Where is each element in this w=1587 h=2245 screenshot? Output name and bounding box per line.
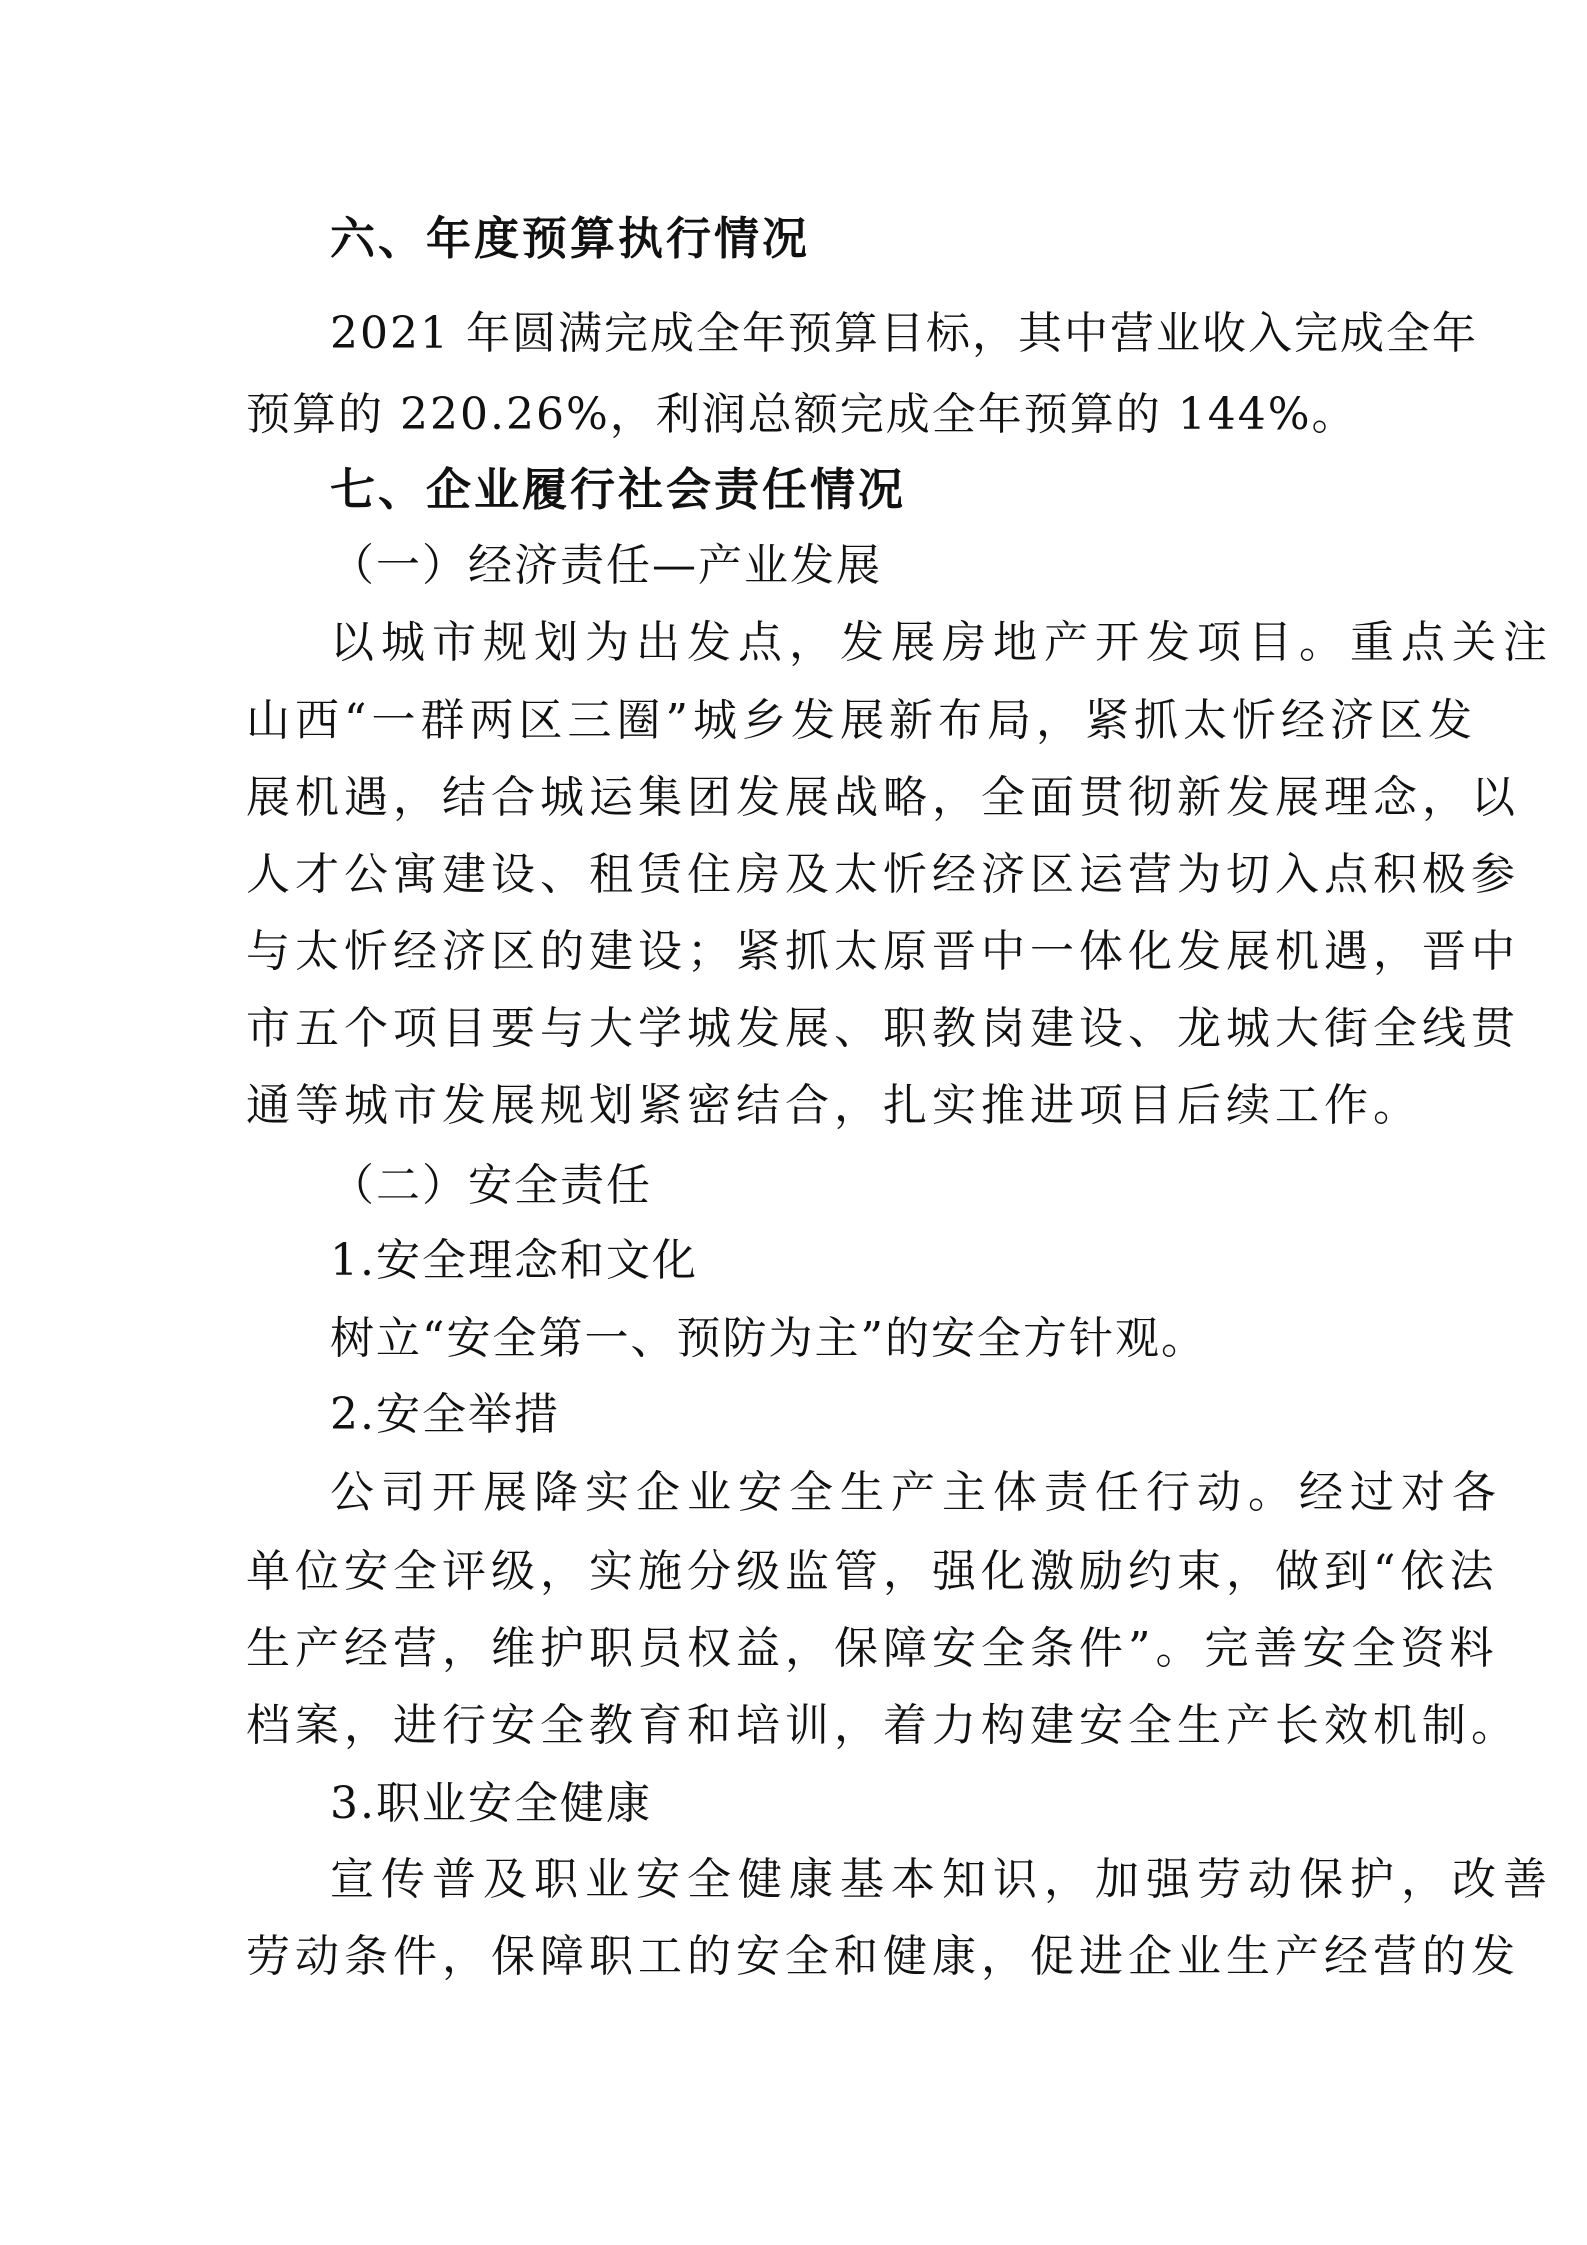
economic-paragraph-line-3: 展机遇，结合城运集团发展战略，全面贯彻新发展理念，以 (246, 772, 1520, 823)
safety-item-1-paragraph: 树立“安全第一、预防为主”的安全方针观。 (330, 1313, 1207, 1364)
economic-paragraph-line-2: 山西“一群两区三圈”城乡发展新布局，紧抓太忻经济区发 (246, 695, 1477, 746)
safety-item-3-paragraph-line-2: 劳动条件，保障职工的安全和健康，促进企业生产经营的发 (246, 1931, 1520, 1982)
safety-item-2-paragraph-line-4: 档案，进行安全教育和培训，着力构建安全生产长效机制。 (246, 1700, 1520, 1751)
economic-paragraph-line-6: 市五个项目要与大学城发展、职教岗建设、龙城大街全线贯 (246, 1003, 1520, 1054)
subsection-heading-economic: （一）经济责任—产业发展 (330, 540, 882, 591)
safety-item-1-heading: 1.安全理念和文化 (330, 1235, 698, 1286)
economic-paragraph-line-5: 与太忻经济区的建设；紧抓太原晋中一体化发展机遇，晋中 (246, 926, 1520, 977)
subsection-heading-safety: （二）安全责任 (330, 1160, 652, 1211)
safety-item-2-paragraph-line-2: 单位安全评级，实施分级监管，强化激励约束，做到“依法 (246, 1546, 1499, 1597)
section-heading-budget: 六、年度预算执行情况 (330, 212, 811, 265)
budget-paragraph-line-1: 2021 年圆满完成全年预算目标，其中营业收入完成全年 (330, 308, 1478, 359)
safety-item-2-heading: 2.安全举措 (330, 1389, 560, 1440)
economic-paragraph-line-7: 通等城市发展规划紧密结合，扎实推进项目后续工作。 (246, 1080, 1422, 1131)
section-heading-social-responsibility: 七、企业履行社会责任情况 (330, 463, 907, 516)
safety-item-3-heading: 3.职业安全健康 (330, 1778, 652, 1829)
economic-paragraph-line-4: 人才公寓建设、租赁住房及太忻经济区运营为切入点积极参 (246, 849, 1520, 900)
safety-item-2-paragraph-line-3: 生产经营，维护职员权益，保障安全条件”。完善安全资料 (246, 1623, 1499, 1674)
budget-paragraph-line-2: 预算的 220.26%，利润总额完成全年预算的 144%。 (246, 389, 1358, 440)
safety-item-2-paragraph-line-1: 公司开展降实企业安全生产主体责任行动。经过对各 (330, 1467, 1503, 1518)
economic-paragraph-line-1: 以城市规划为出发点，发展房地产开发项目。重点关注 (330, 617, 1554, 668)
safety-item-3-paragraph-line-1: 宣传普及职业安全健康基本知识，加强劳动保护，改善 (330, 1854, 1554, 1905)
